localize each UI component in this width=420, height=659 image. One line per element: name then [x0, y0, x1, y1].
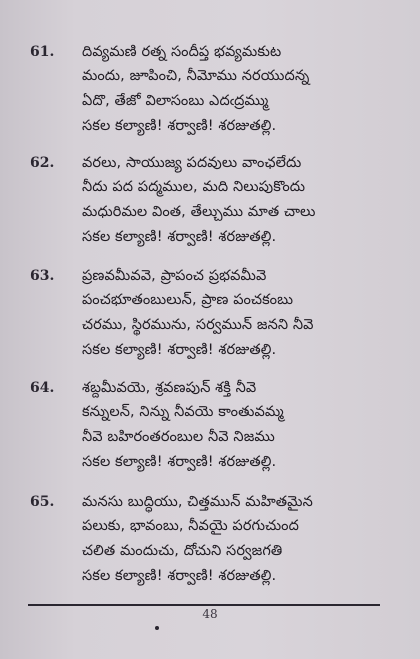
verse-line: ఏదొ, తేజో విలాసంబు ఎదఁద్రమ్ము: [82, 93, 269, 109]
verse-line: పంచభూతంబులున్, ప్రాణ పంచకంబు: [82, 292, 294, 308]
verse-line: దివ్యమణి రత్న సందీప్త భవ్యమకుట: [82, 44, 282, 60]
verse-line: సకల కల్యాణి! శర్వాణి! శరజుతల్లి.: [82, 118, 277, 134]
verse-line: చరము, స్థిరమును, సర్వమున్ జనని నీవె: [82, 317, 314, 333]
footer-rule: [28, 604, 380, 606]
verse-line: వరలు, సాయుజ్య పదవులు వాంఛలేదు: [82, 155, 302, 171]
verse-line: చలిత మందుచు, దోచుని సర్వజగతి: [82, 543, 283, 559]
page-number: 48: [202, 607, 218, 621]
verse-line: మధురిమల వింత, తేల్చుము మాత చాలు: [82, 204, 316, 220]
verse-number: 65.: [30, 494, 55, 510]
verse-line: సకల కల్యాణి! శర్వాణి! శరజుతల్లి.: [82, 342, 277, 358]
verse-line: శబ్దమీవయె, శ్రవణపున్ శక్తి నీవె: [82, 380, 257, 396]
verse-number: 61.: [30, 44, 55, 60]
verse-line: మనసు బుద్ధియు, చిత్తమున్ మహితమైన: [82, 494, 313, 510]
verse-line: పలుకు, భావంబు, నీవయై పరగుచుంద: [82, 518, 299, 534]
verse-number: 64.: [30, 380, 55, 396]
verse-number: 62.: [30, 155, 55, 171]
verse-line: కన్నులన్, నిన్ను నీవయె కాంతువమ్మ: [82, 404, 284, 420]
verse-line: ప్రణవమీవవె, ప్రాపంచ ప్రభవమీవె: [82, 268, 267, 284]
verse-line: మందు, జూపించి, నీమోము నరయుదన్న: [82, 68, 310, 84]
verse-line: సకల కల్యాణి! శర్వాణి! శరజుతల్లి.: [82, 454, 277, 470]
verse-line: సకల కల్యాణి! శర్వాణి! శరజుతల్లి.: [82, 229, 277, 245]
ink-dot: [155, 626, 159, 630]
verse-line: నీవె బహిరంతరంబుల నీవె నిజము: [82, 429, 275, 445]
verse-line: నీదు పద పద్మముల, మది నిలుపుకొందు: [82, 179, 306, 195]
verse-line: సకల కల్యాణి! శర్వాణి! శరజుతల్లి.: [82, 568, 277, 584]
verse-number: 63.: [30, 268, 55, 284]
